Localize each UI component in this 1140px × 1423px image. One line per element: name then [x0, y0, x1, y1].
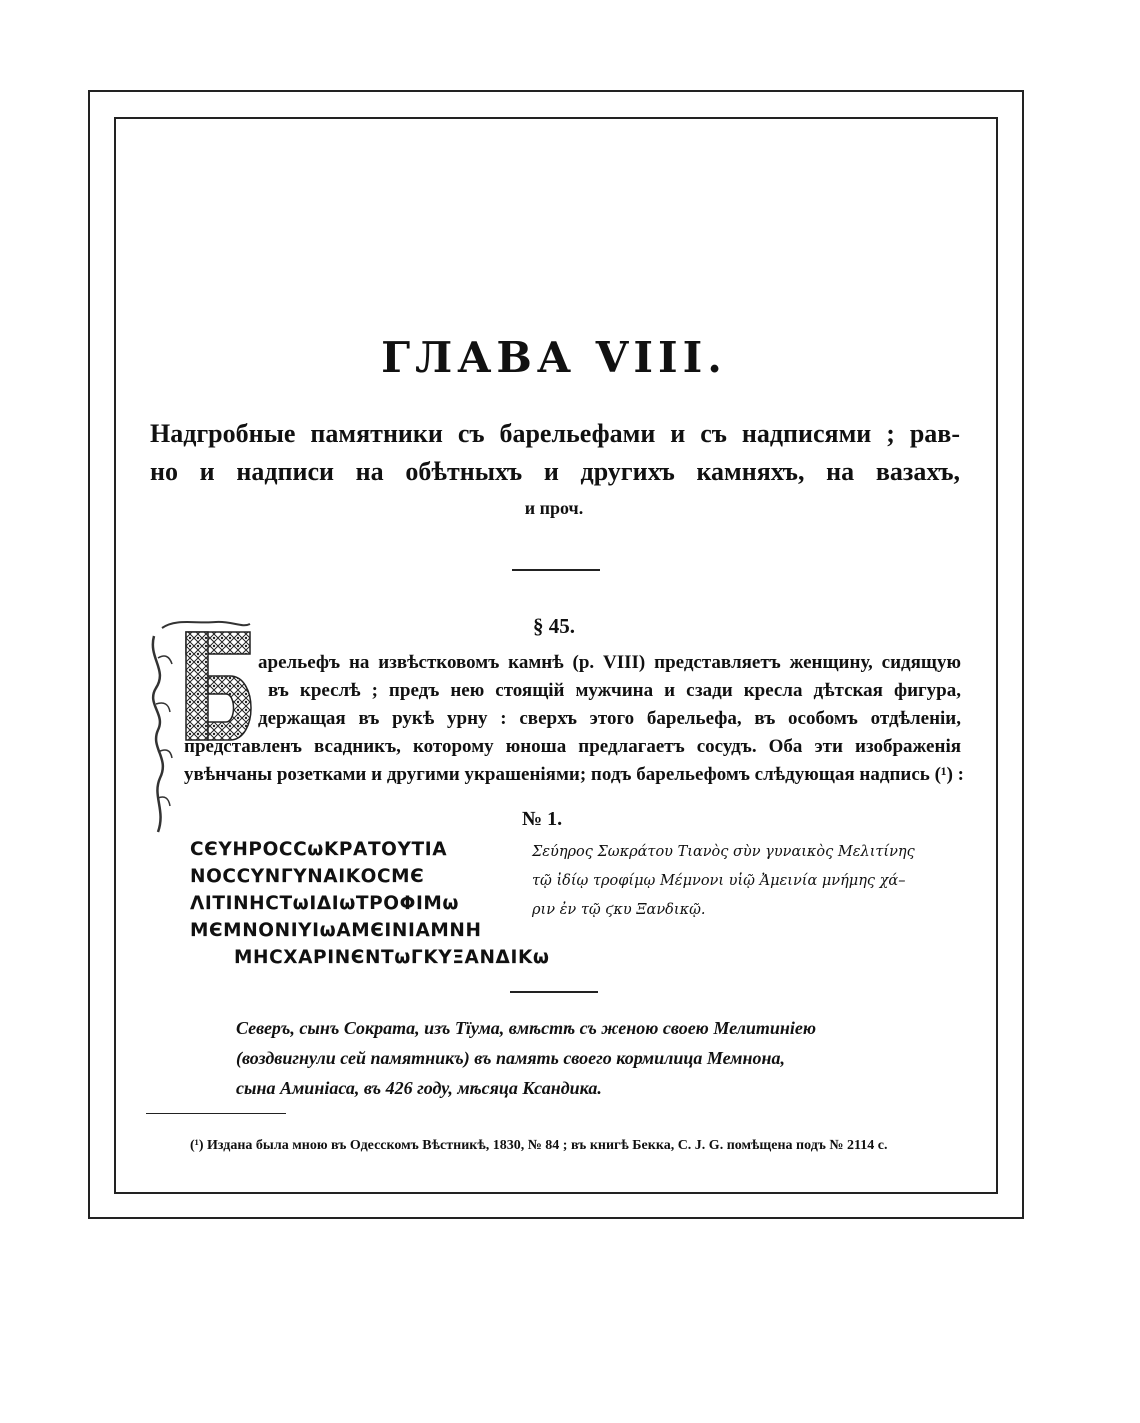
- transcription-line-2: τῷ ἰδίῳ τροφίμῳ Μέμνονι υἱῷ Ἀμεινία μνήμης χά–: [532, 873, 906, 889]
- chapter-subtitle-line-2: но и надписи на обѣтныхъ и другихъ камняхъ, на вазахъ,: [150, 457, 960, 486]
- paragraph-line-4: представленъ всадникъ, которому юноша предлагаетъ сосудъ. Оба эти изображенія: [184, 736, 961, 757]
- caps-line-2: ΝΟϹϹΥΝΓΥΝΑΙΚΟϹΜЄ: [190, 866, 425, 887]
- divider-rule-2: [510, 991, 598, 993]
- section-number: § 45.: [533, 614, 575, 638]
- translation-line-3: сына Аминіаса, въ 426 году, мѣсяца Ксандика.: [236, 1078, 602, 1098]
- translation-block: [236, 1013, 816, 1103]
- chapter-subtitle: [150, 415, 960, 491]
- paragraph-line-1: арельефъ на извѣстковомъ камнѣ (р. VIII) представляетъ женщину, сидящую: [258, 652, 961, 673]
- transcription-line-1: Σεύηρος Σωκράτου Τιανὸς σὺν γυναικὸς Μελιτίνης: [532, 844, 915, 860]
- paragraph-line-5: [184, 761, 965, 789]
- paragraph-line-5-text: увѣнчаны розетками и другими украшеніями; подъ барельефомъ слѣдующая надпись: [184, 764, 930, 785]
- caps-line-1: СЄΥΗΡΟϹϹωΚΡΑΤΟΥΤΙΑ: [190, 839, 448, 860]
- footnote-rule: [146, 1113, 286, 1114]
- chapter-subtitle-line-1: Надгробные памятники съ барельефами и съ надписями ; рав-: [150, 419, 960, 448]
- paragraph-line-2: въ креслѣ ; предъ нею стоящій мужчина и сзади кресла дѣтская фигура,: [268, 680, 961, 701]
- inscription-transcription: [532, 838, 915, 925]
- translation-line-2: (воздвигнули сей памятникъ) въ память своего кормилица Мемнона,: [236, 1048, 785, 1068]
- ornament-icon: [146, 618, 264, 834]
- caps-line-4: ΜЄΜΝΟΝΙΥΙωΑΜЄΙΝΙΑΜΝΗ: [190, 920, 482, 941]
- translation-line-1: Северъ, сынъ Сократа, изъ Тїума, вмѣстѣ съ женою своею Мелитиніею: [236, 1018, 816, 1038]
- footnote-reference: (¹) :: [934, 764, 965, 785]
- chapter-title: ГЛАВА VIII.: [381, 333, 727, 382]
- paragraph-line-3: держащая въ рукѣ урну : сверхъ этого барельефа, въ особомъ отдѣленіи,: [258, 708, 961, 729]
- caps-line-5: ΜΗϹΧΑΡΙΝЄΝΤωΓΚΥΞΑΝΔΙΚω: [234, 947, 550, 968]
- divider-rule: [512, 569, 600, 571]
- inscription-number: № 1.: [522, 808, 563, 830]
- decorated-initial: [146, 618, 264, 834]
- transcription-line-3: ριν ἐν τῷ ϛκυ Ξανδικῷ.: [532, 902, 706, 918]
- inscription-caps: [190, 836, 550, 971]
- chapter-subtitle-line-3: и проч.: [524, 498, 584, 518]
- footnote-text: (¹) Издана была мною въ Одесскомъ Вѣстникѣ, 1830, № 84 ; въ книгѣ Бекка, C. J. G. помѣщена подъ № 2114 c.: [190, 1138, 888, 1153]
- caps-line-3: ΛΙΤΙΝΗϹΤωΙΔΙωΤΡΟΦΙΜω: [190, 893, 460, 914]
